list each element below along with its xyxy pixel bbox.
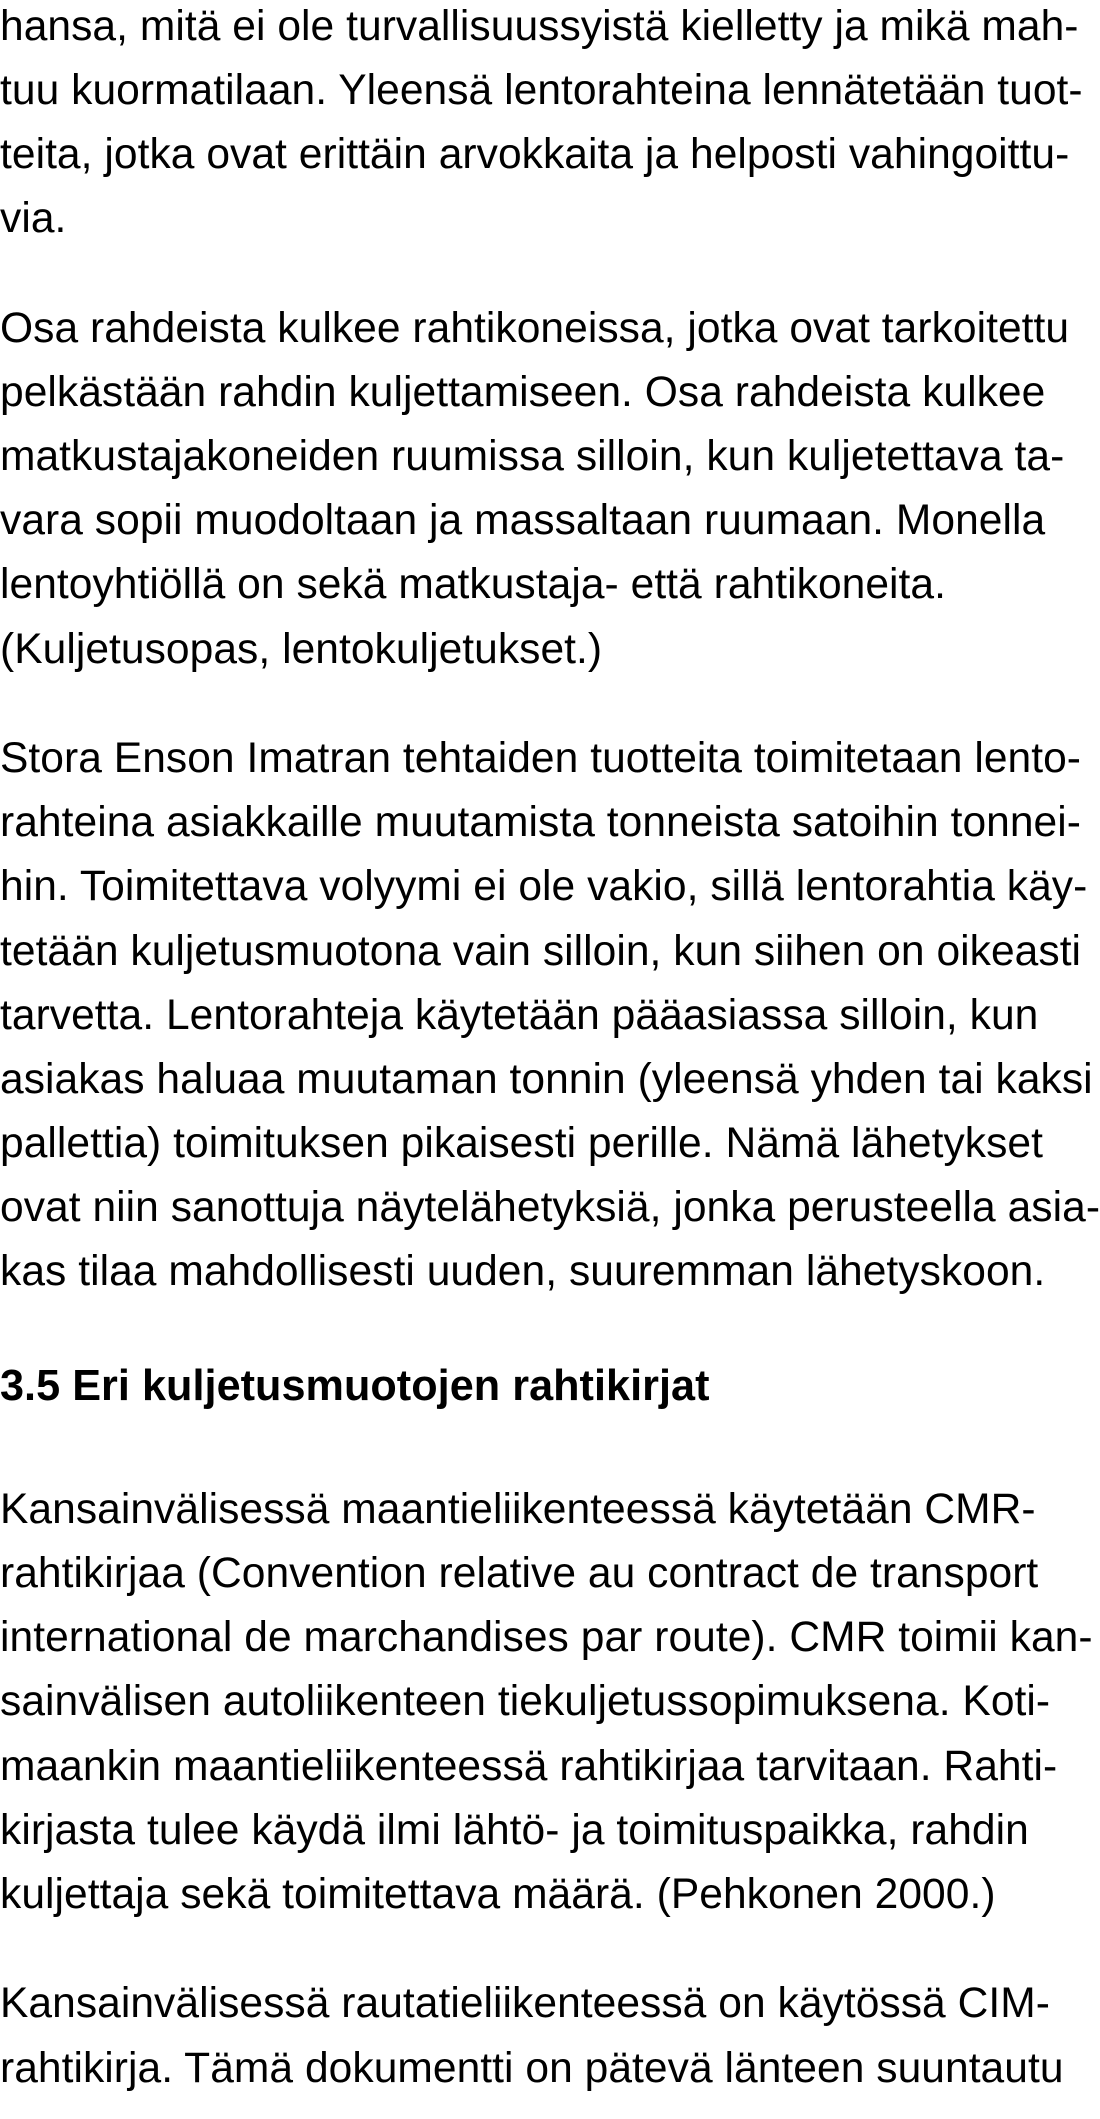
paragraph-3-line-5: tarvetta. Lentorahteja käytetään pääasiassa silloin, kun: [0, 990, 1039, 1039]
paragraph-3-line-7: pallettia) toimituksen pikaisesti perille. Nämä lähetykset: [0, 1118, 1044, 1167]
paragraph-4-line-6: kirjasta tulee käydä ilmi lähtö- ja toimituspaikka, rahdin: [0, 1805, 1029, 1854]
paragraph-1-line-2: tuu kuormatilaan. Yleensä lentorahteina lennätetään tuot-: [0, 66, 1083, 115]
paragraph-5-line-2: rahtikirja. Tämä dokumentti on pätevä länteen suuntautu: [0, 2043, 1064, 2092]
paragraph-1-line-4: via.: [0, 194, 67, 243]
paragraph-4-line-2: rahtikirjaa (Convention relative au contract de transport: [0, 1549, 1039, 1598]
section-heading: 3.5 Eri kuljetusmuotojen rahtikirjat: [0, 1362, 710, 1411]
paragraph-2-line-6: (Kuljetusopas, lentokuljetukset.): [0, 624, 603, 673]
paragraph-3-line-2: rahteina asiakkaille muutamista tonneista satoihin tonnei-: [0, 798, 1081, 847]
paragraph-2-line-4: vara sopii muodoltaan ja massaltaan ruumaan. Monella: [0, 496, 1046, 545]
paragraph-3-line-3: hin. Toimitettava volyymi ei ole vakio, sillä lentorahtia käy-: [0, 862, 1088, 911]
paragraph-3-line-1: Stora Enson Imatran tehtaiden tuotteita toimitetaan lento-: [0, 734, 1082, 783]
paragraph-3-line-8: ovat niin sanottuja näytelähetyksiä, jonka perusteella asia-: [0, 1183, 1100, 1232]
paragraph-4-line-1: Kansainvälisessä maantieliikenteessä käytetään CMR-: [0, 1485, 1036, 1534]
paragraph-3-line-4: tetään kuljetusmuotona vain silloin, kun siihen on oikeasti: [0, 926, 1082, 975]
paragraph-2-line-2: pelkästään rahdin kuljettamiseen. Osa rahdeista kulkee: [0, 368, 1046, 417]
paragraph-4-line-7: kuljettaja sekä toimitettava määrä. (Pehkonen 2000.): [0, 1869, 996, 1918]
paragraph-1-line-3: teita, jotka ovat erittäin arvokkaita ja helposti vahingoittu-: [0, 130, 1070, 179]
paragraph-4-line-4: sainvälisen autoliikenteen tiekuljetussopimuksena. Koti-: [0, 1677, 1051, 1726]
paragraph-2-line-3: matkustajakoneiden ruumissa silloin, kun kuljetettava ta-: [0, 432, 1065, 481]
paragraph-4-line-5: maankin maantieliikenteessä rahtikirjaa tarvitaan. Rahti-: [0, 1741, 1058, 1790]
paragraph-1-line-1: hansa, mitä ei ole turvallisuussyistä kielletty ja mikä mah-: [0, 2, 1079, 50]
paragraph-3-line-6: asiakas haluaa muutaman tonnin (yleensä yhden tai kaksi: [0, 1054, 1093, 1103]
paragraph-2-line-1: Osa rahdeista kulkee rahtikoneissa, jotka ovat tarkoitettu: [0, 303, 1070, 352]
paragraph-3-line-9: kas tilaa mahdollisesti uuden, suuremman lähetyskoon.: [0, 1247, 1046, 1296]
paragraph-2-line-5: lentoyhtiöllä on sekä matkustaja- että rahtikoneita.: [0, 560, 946, 609]
paragraph-5-line-1: Kansainvälisessä rautatieliikenteessä on käytössä CIM-: [0, 1979, 1050, 2028]
paragraph-4-line-3: international de marchandises par route). CMR toimii kan-: [0, 1613, 1093, 1662]
